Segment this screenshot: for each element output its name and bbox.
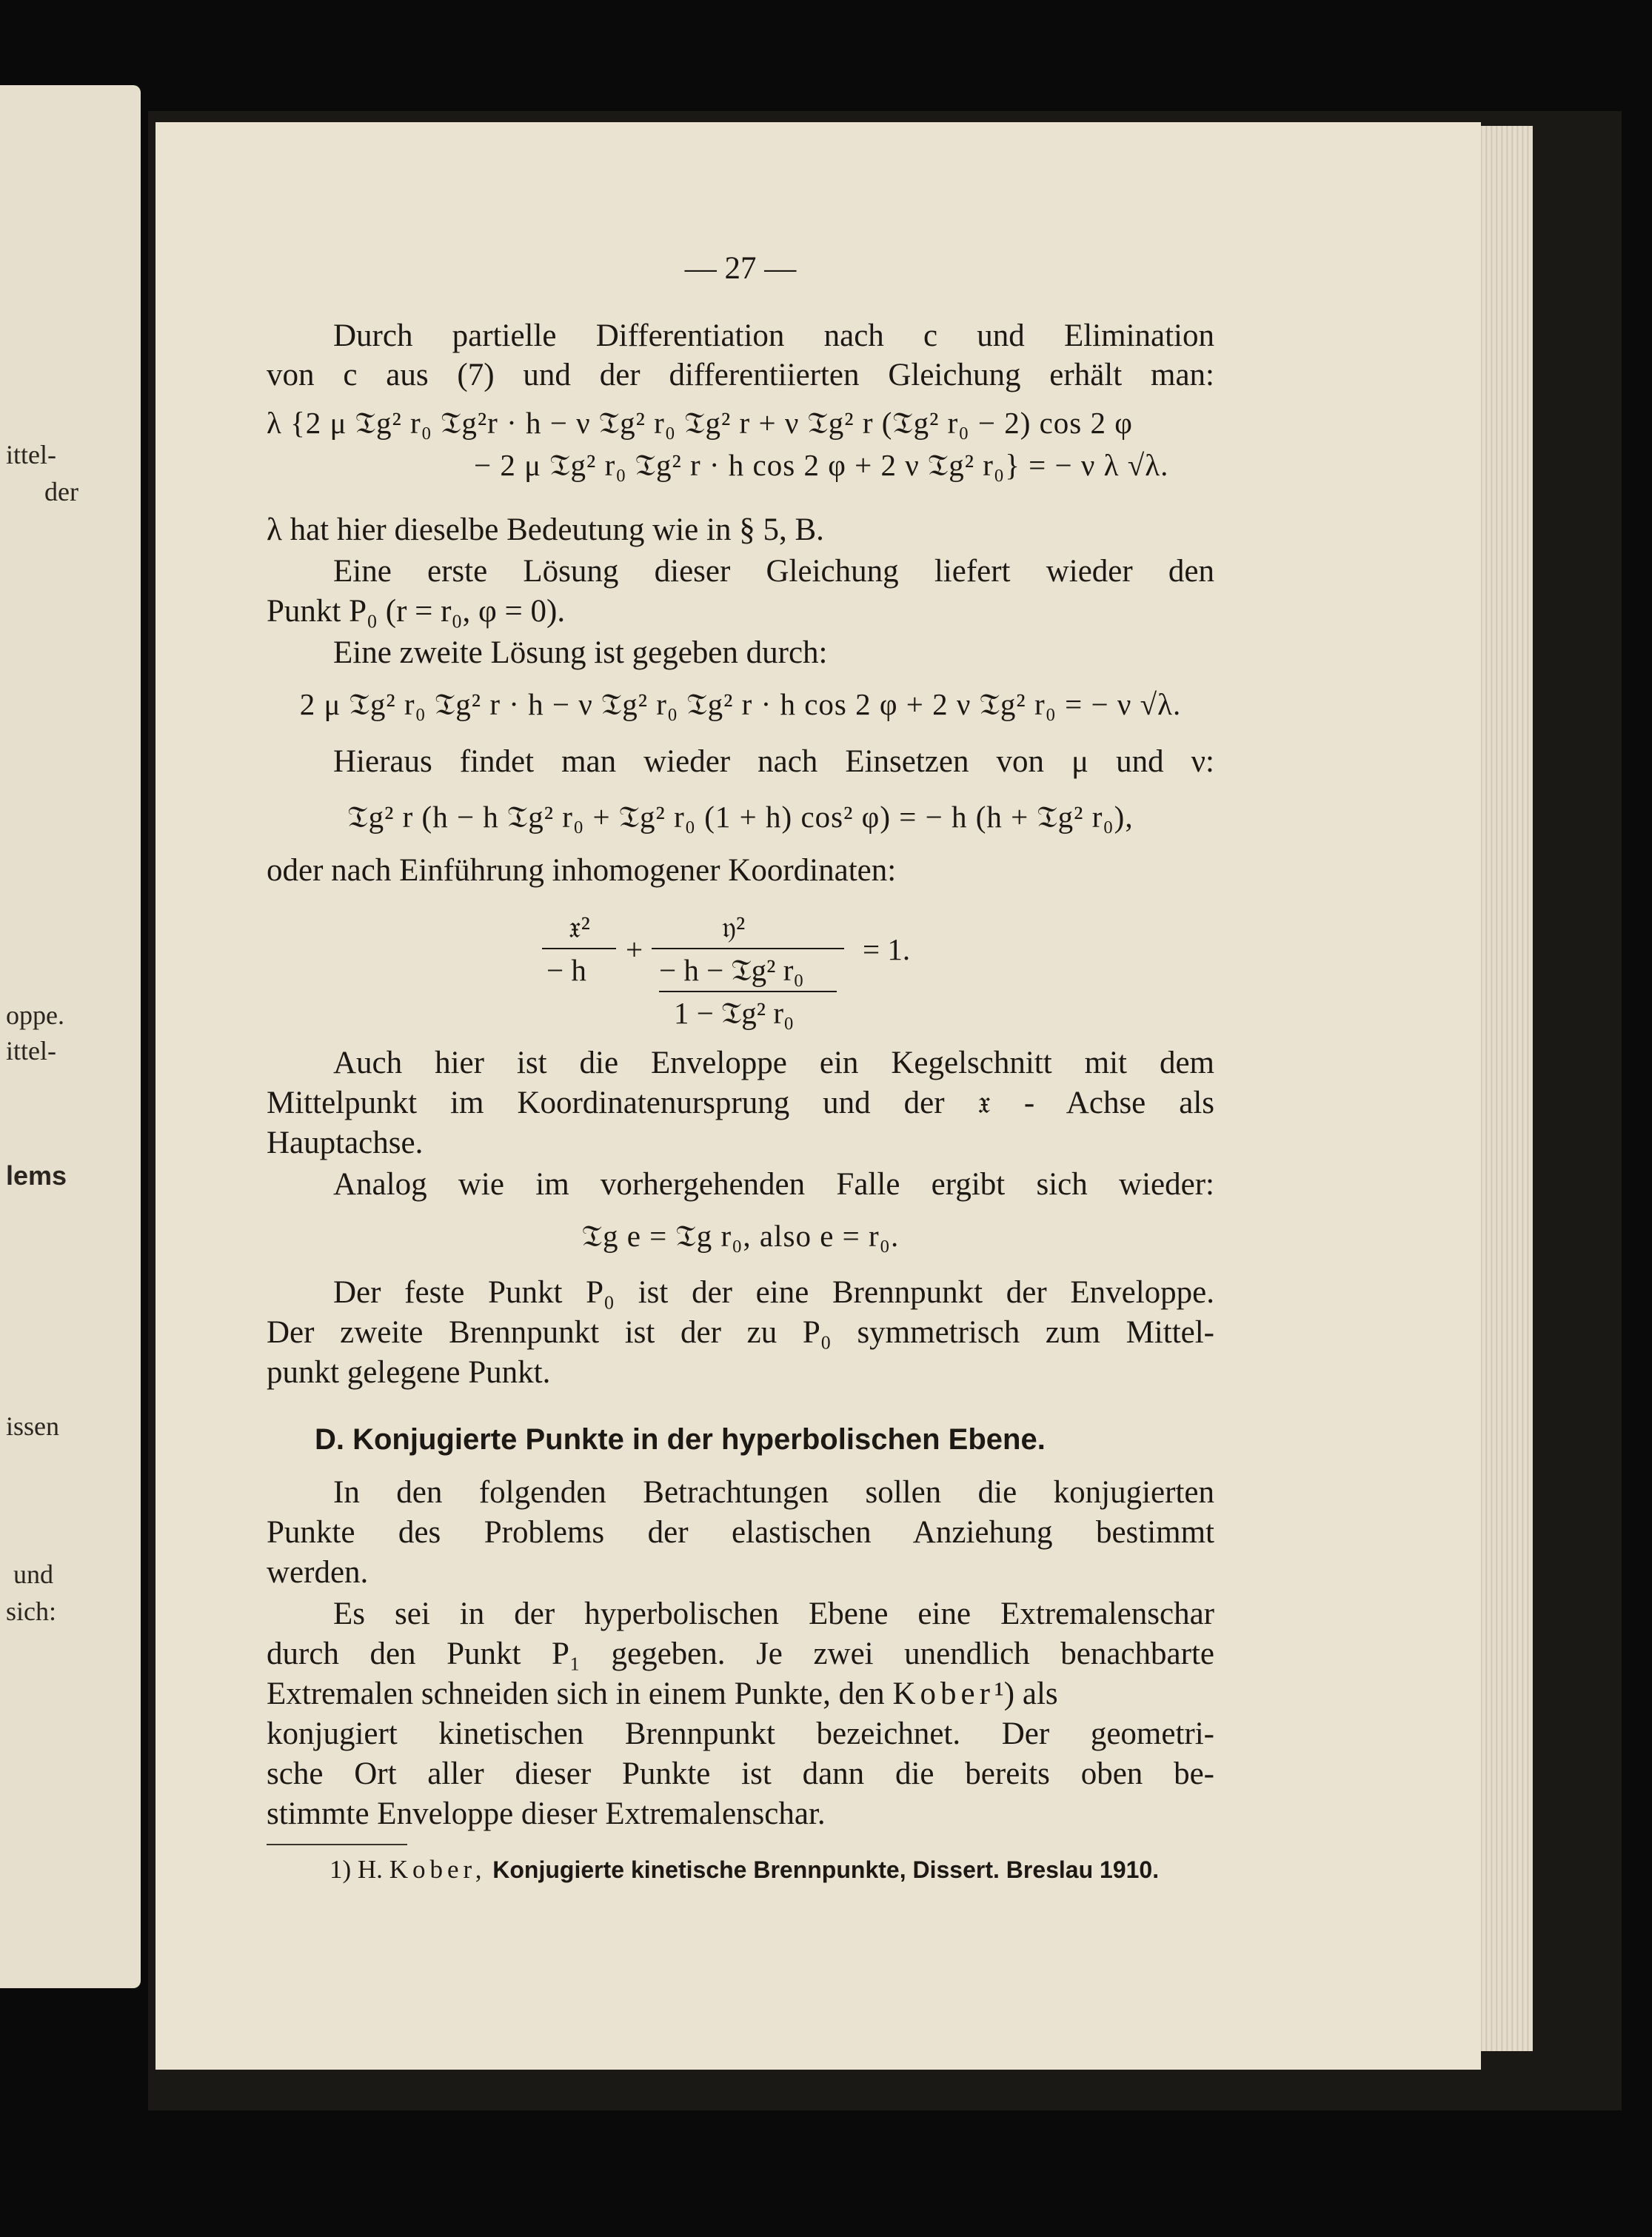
page-number: — 27 — <box>684 251 797 286</box>
text-line: durch den Punkt P₁ gegeben. Je zwei unendlich benachbarte <box>267 1636 1214 1671</box>
fraction-bar <box>652 948 844 949</box>
fraction-numerator: 𝔶² <box>722 910 746 944</box>
fraction-equation <box>533 909 1051 1035</box>
text-line: stimmte Enveloppe dieser Extremalenschar. <box>267 1796 826 1831</box>
equation-line: λ {2 μ 𝔗g² r₀ 𝔗g²r · h − ν 𝔗g² r₀ 𝔗g² r + ν 𝔗g² r (𝔗g² r₀ − 2) cos 2 φ <box>267 406 1133 440</box>
equation-line: − 2 μ 𝔗g² r₀ 𝔗g² r · h cos 2 φ + 2 ν 𝔗g² r₀} = − ν λ √λ. <box>474 448 1169 482</box>
text-line: oder nach Einführung inhomogener Koordinaten: <box>267 853 897 888</box>
left-page-edge <box>0 85 141 1988</box>
footnote <box>330 1855 1218 1885</box>
equation-line: 2 μ 𝔗g² r₀ 𝔗g² r · h − ν 𝔗g² r₀ 𝔗g² r · h cos 2 φ + 2 ν 𝔗g² r₀ = − ν √λ. <box>299 687 1182 721</box>
text-fragment: Extremalen schneiden sich in einem Punkte, den <box>267 1676 885 1711</box>
text-line: Auch hier ist die Enveloppe ein Kegelschnitt mit dem <box>333 1046 1214 1080</box>
text-line: werden. <box>267 1555 369 1590</box>
text-line: In den folgenden Betrachtungen sollen die konjugierten <box>333 1475 1214 1510</box>
text-fragment: ¹) als <box>994 1676 1058 1711</box>
fraction-bar <box>659 991 837 992</box>
footnote-title: Konjugierte kinetische Brennpunkte, Dissert. Breslau 1910. <box>492 1856 1160 1883</box>
text-line: Hauptachse. <box>267 1126 424 1160</box>
text-line: λ hat hier dieselbe Bedeutung wie in § 5, B. <box>267 512 824 547</box>
left-page-fragment: sich: <box>6 1596 56 1626</box>
equation-line: 𝔗g e = 𝔗g r₀, also e = r₀. <box>581 1219 900 1253</box>
author-name: Kober <box>892 1676 994 1711</box>
text-line: Der feste Punkt P₀ ist der eine Brennpunkt der Enveloppe. <box>333 1275 1214 1310</box>
footnote-marker: 1) H. <box>330 1855 383 1884</box>
text-line: Eine erste Lösung dieser Gleichung liefert wieder den <box>333 554 1214 589</box>
fraction-denominator: − h − 𝔗g² r₀ <box>659 953 804 987</box>
footnote-rule <box>267 1844 407 1845</box>
fraction-bar <box>542 948 616 949</box>
text-line: Punkt P₀ (r = r₀, φ = 0). <box>267 594 566 629</box>
left-page-fragment: ittel- <box>6 440 56 469</box>
text-line <box>267 1675 1214 1713</box>
left-page-fragment: ittel- <box>6 1036 56 1066</box>
text-line: Analog wie im vorhergehenden Falle ergibt sich wieder: <box>333 1167 1214 1202</box>
text-line: sche Ort aller dieser Punkte ist dann die bereits oben be- <box>267 1756 1214 1791</box>
text-line: Es sei in der hyperbolischen Ebene eine Extremalenschar <box>333 1596 1214 1631</box>
equation-line: 𝔗g² r (h − h 𝔗g² r₀ + 𝔗g² r₀ (1 + h) cos² φ) = − h (h + 𝔗g² r₀), <box>347 800 1134 834</box>
text-line: Hieraus findet man wieder nach Einsetzen von μ und ν: <box>333 744 1214 779</box>
text-line: Durch partielle Differentiation nach c und Elimination <box>333 318 1214 353</box>
text-line: Punkte des Problems der elastischen Anziehung bestimmt <box>267 1515 1214 1550</box>
left-page-fragment: issen <box>6 1411 59 1441</box>
plus-sign: + <box>626 932 643 966</box>
footnote-author: Kober, <box>389 1855 486 1884</box>
fraction-denominator: − h <box>546 953 586 987</box>
equals-one: = 1. <box>863 932 911 966</box>
fraction-denominator: 1 − 𝔗g² r₀ <box>674 996 795 1030</box>
left-page-fragment: und <box>13 1559 53 1589</box>
text-line: Der zweite Brennpunkt ist der zu P₀ symmetrisch zum Mittel- <box>267 1315 1214 1350</box>
left-page-fragment: oppe. <box>6 1000 64 1030</box>
left-page-fragment: lems <box>6 1160 67 1191</box>
section-heading: D. Konjugierte Punkte in der hyperbolischen Ebene. <box>315 1423 1046 1456</box>
text-line: Eine zweite Lösung ist gegeben durch: <box>333 635 828 670</box>
text-line: konjugiert kinetischen Brennpunkt bezeichnet. Der geometri- <box>267 1716 1214 1751</box>
text-line: punkt gelegene Punkt. <box>267 1355 551 1390</box>
text-line: Mittelpunkt im Koordinatenursprung und der 𝔵 - Achse als <box>267 1086 1214 1120</box>
left-page-fragment: der <box>44 477 78 506</box>
text-line: von c aus (7) und der differentiierten Gleichung erhält man: <box>267 358 1214 392</box>
fraction-numerator: 𝔵² <box>569 910 590 944</box>
